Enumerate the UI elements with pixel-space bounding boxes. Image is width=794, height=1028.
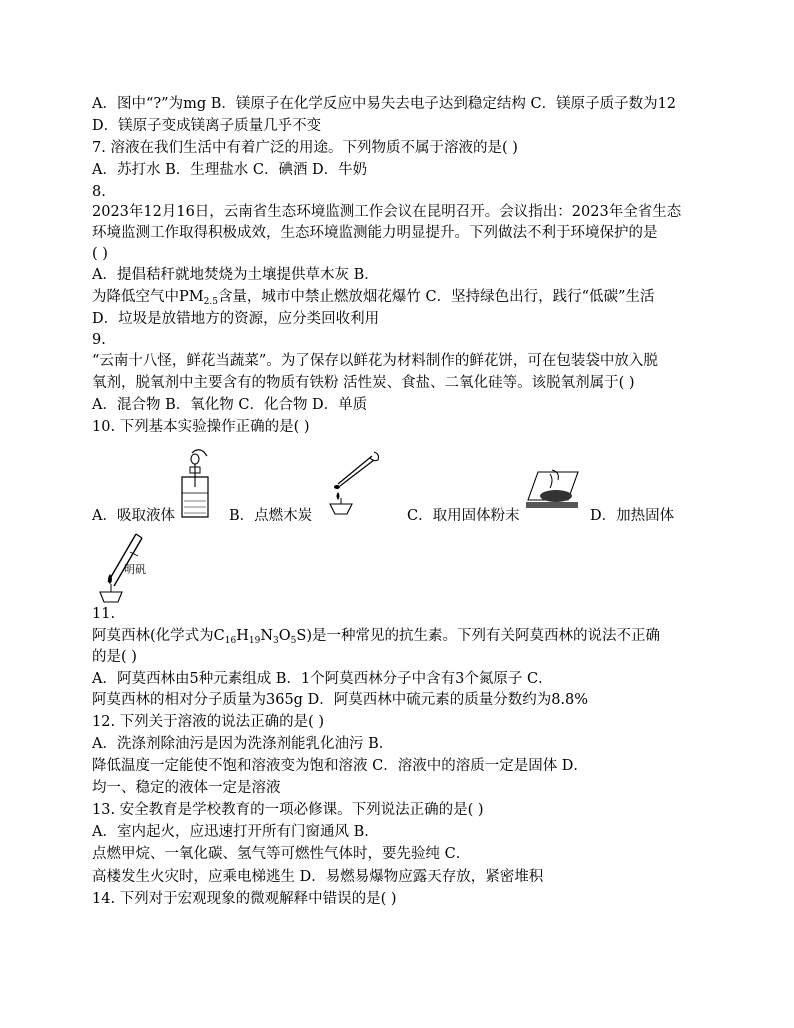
q9-number: 9. (92, 332, 106, 348)
q10-option-c: C．取用固体粉末 (407, 508, 520, 524)
q13-stem: 13. 安全教育是学校教育的一项必修课。下列说法正确的是( ) (92, 802, 484, 818)
q12-options-line1: A．洗涤剂除油污是因为洗涤剂能乳化油污 B． (92, 736, 394, 752)
q8-stem-line2: 环境监测工作取得积极成效，生态环境监测能力明显提升。下列做法不利于环境保护的是 (92, 225, 658, 241)
q11-stem-line2: 的是( ) (92, 649, 137, 665)
q8-options-line2: 为降低空气中$PM_{2.5}$含量，城市中禁止燃放烟花爆竹 C．坚持绿色出行，践行“低碳”生活 (92, 289, 655, 307)
dropper-bottle-figure (176, 447, 216, 525)
q8-stem-line3: ( ) (92, 246, 108, 262)
q13-options-line2: 点燃甲烷、一氧化碳、氢气等可燃性气体时，要先验纯 C． (92, 846, 471, 862)
q8-stem-line1: 2023年12月16日，云南省生态环境监测工作会议在昆明召开。会议指出：2023年全省生态 (92, 204, 682, 220)
q9-options: A．混合物 B．氧化物 C．化合物 D．单质 (92, 397, 368, 413)
q11-options-line1: A．阿莫西林由5种元素组成 B．1个阿莫西林分子中含有3个氮原子 C． (92, 671, 553, 687)
q7-stem: 7. 溶液在我们生活中有着广泛的用途。下列物质不属于溶液的是( ) (92, 140, 518, 156)
q6-options-line1: A．图中“?”为mg B．镁原子在化学反应中易失去电子达到稳定结构 C．镁原子质子数为12 (92, 96, 677, 112)
q9-stem-line2: 氧剂，脱氧剂中主要含有的物质有铁粉 活性炭、食盐、二氧化硅等。该脱氧剂属于( ) (92, 375, 635, 391)
q13-options-line3: 高楼发生火灾时，应乘电梯逃生 D．易燃易爆物应露天存放，紧密堆积 (92, 869, 544, 885)
q10-stem: 10. 下列基本实验操作正确的是( ) (92, 419, 310, 435)
burning-charcoal-figure (316, 446, 388, 518)
q11-options-line2: 阿莫西林的相对分子质量为365g D．阿莫西林中硫元素的质量分数约为8.8% (92, 692, 589, 708)
q11-number: 11. (92, 606, 116, 622)
q9-stem-line1: “云南十八怪，鲜花当蔬菜”。为了保存以鲜花为材料制作的鲜花饼，可在包装袋中放入脱 (92, 353, 658, 369)
q6-options-line2: D．镁原子变成镁离子质量几乎不变 (92, 118, 322, 134)
q10-option-a: A．吸取液体 (92, 508, 175, 524)
q8-number: 8. (92, 184, 106, 200)
q12-stem: 12. 下列关于溶液的说法正确的是( ) (92, 714, 325, 730)
alum-label: 明矾 (124, 563, 146, 576)
q8-options-line3: D．垃圾是放错地方的资源，应分类回收利用 (92, 311, 380, 327)
q12-options-line3: 均一、稳定的液体一定是溶液 (92, 780, 281, 796)
q7-options: A．苏打水 B．生理盐水 C．碘酒 D．牛奶 (92, 162, 368, 178)
q10-option-d: D．加热固体 (590, 508, 675, 524)
q14-stem: 14. 下列对于宏观现象的微观解释中错误的是( ) (92, 891, 397, 907)
q10-option-b: B．点燃木炭 (229, 508, 313, 524)
q12-options-line2: 降低温度一定能使不饱和溶液变为饱和溶液 C．溶液中的溶质一定是固体 D． (92, 758, 588, 774)
q11-stem-line1: 阿莫西林(化学式为$C_{16}H_{19}N_3O_5S$)是一种常见的抗生素。下列有关阿莫西林的说法不正确 (92, 628, 660, 646)
q8-options-line1: A．提倡秸秆就地焚烧为土壤提供草木灰 B． (92, 267, 379, 283)
q13-options-line1: A．室内起火，应迅速打开所有门窗通风 B． (92, 824, 379, 840)
solid-powder-figure (522, 466, 580, 514)
